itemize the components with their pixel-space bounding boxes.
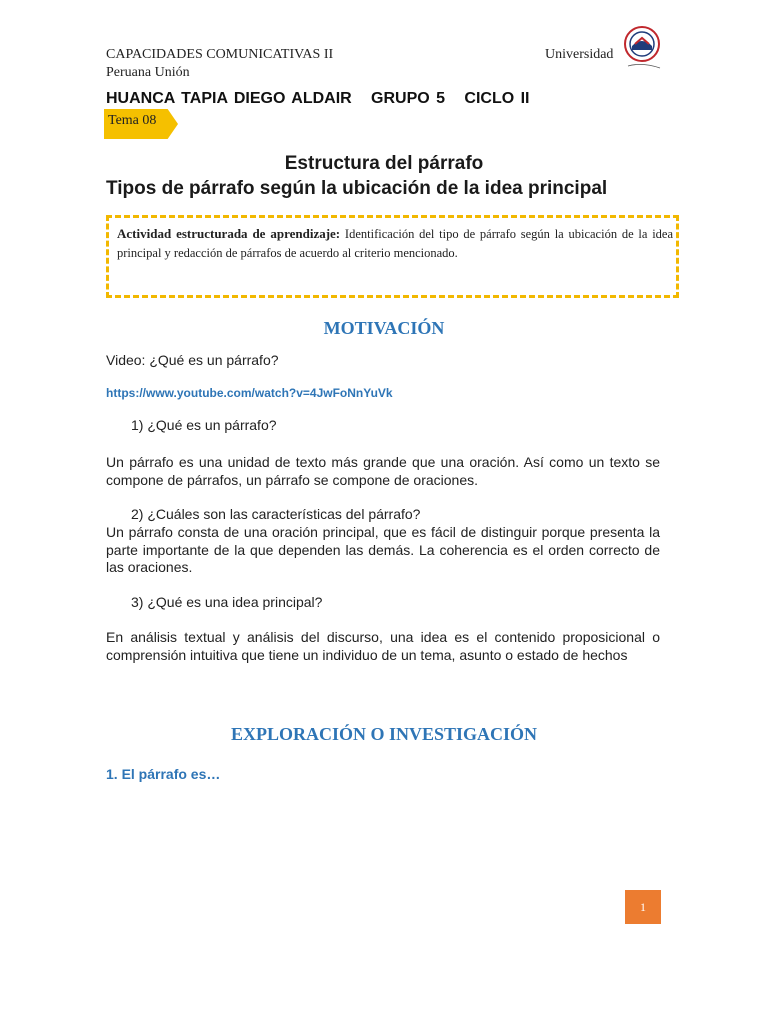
answer-1: Un párrafo es una unidad de texto más grande que una oración. Así como un texto se compone de párrafos, un párrafo se compone de oraciones. bbox=[106, 454, 660, 488]
question-2: 2) ¿Cuáles son las características del párrafo? bbox=[131, 506, 421, 522]
answer-3: En análisis textual y análisis del discurso, una idea es el contenido proposicional o comprensión intuitiva que tiene un individuo de un tema, asunto o estado de hechos bbox=[106, 629, 660, 663]
university-crest-icon bbox=[620, 24, 668, 72]
activity-text: Identificación del tipo de párrafo según la ubicación de la idea principal y redacción de párrafos de acuerdo al criterio mencionado. bbox=[117, 227, 674, 260]
exploration-item-1: 1. El párrafo es… bbox=[106, 766, 221, 782]
answer-2: Un párrafo consta de una oración principal, que es fácil de distinguir porque presenta la parte importante de la que dependen las demás. La coherencia es el orden correcto de las oraciones. bbox=[106, 524, 660, 575]
student-info: HUANCA TAPIA DIEGO ALDAIR GRUPO 5 CICLO II bbox=[106, 90, 530, 107]
motivation-heading: MOTIVACIÓN bbox=[323, 318, 445, 338]
tema-label: Tema 08 bbox=[108, 113, 157, 128]
exploration-heading: EXPLORACIÓN O INVESTIGACIÓN bbox=[230, 724, 538, 744]
question-1: 1) ¿Qué es un párrafo? bbox=[131, 417, 277, 433]
activity-label: Actividad estructurada de aprendizaje: bbox=[117, 226, 341, 241]
page-title: Estructura del párrafo bbox=[284, 153, 484, 174]
video-link[interactable]: https://www.youtube.com/watch?v=4JwFoNnYuVk bbox=[106, 386, 393, 400]
university-label: Universidad bbox=[545, 47, 614, 62]
page-number: 1 bbox=[625, 890, 661, 924]
course-title: CAPACIDADES COMUNICATIVAS II bbox=[106, 47, 334, 62]
video-label: Video: ¿Qué es un párrafo? bbox=[106, 352, 279, 368]
activity-description bbox=[117, 224, 673, 263]
question-3: 3) ¿Qué es una idea principal? bbox=[131, 594, 323, 610]
page-subtitle: Tipos de párrafo según la ubicación de la idea principal bbox=[106, 178, 608, 199]
university-name: Peruana Unión bbox=[106, 65, 190, 80]
